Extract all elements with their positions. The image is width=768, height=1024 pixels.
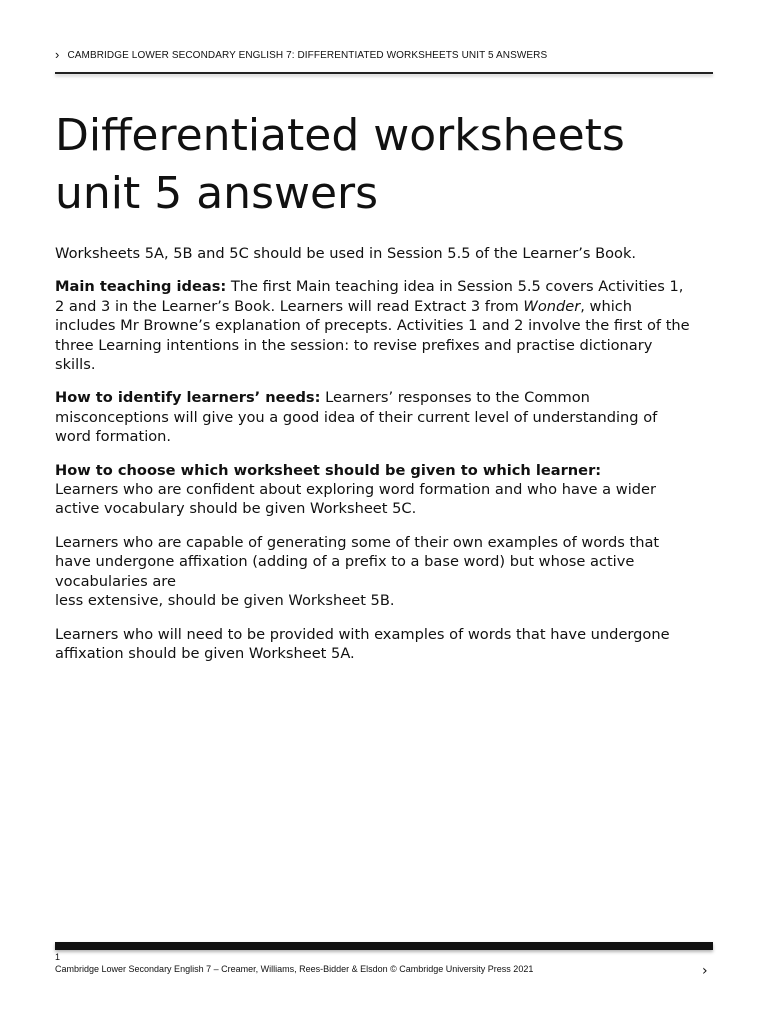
chevron-right-icon: ›	[55, 47, 60, 62]
page-title-line-2: unit 5 answers	[55, 168, 379, 219]
running-header-title: CAMBRIDGE LOWER SECONDARY ENGLISH 7: DIFFERENTIATED WORKSHEETS UNIT 5 ANSWERS	[67, 50, 548, 61]
book-title-wonder: Wonder	[523, 297, 581, 315]
main-teaching-label: Main teaching ideas:	[55, 278, 227, 296]
worksheet-5b-paragraph	[55, 533, 695, 611]
worksheet-5a-paragraph	[55, 625, 695, 664]
running-header	[55, 47, 713, 67]
main-teaching-text-a: The first Main teaching idea in Session 5.5 covers Activities 1, 2 and 3 in the Learner’s Book. Learners will read Extract 3 from	[55, 278, 684, 315]
choose-worksheet-text: Learners who are confident about exploring word formation and who have a wider active vocabulary should be given Worksheet 5C.	[55, 481, 656, 518]
page-number: 1	[55, 952, 61, 962]
identify-needs-paragraph	[55, 388, 695, 446]
worksheet-5a-text-a: Learners who will need to be provided with examples of words that have undergone	[55, 625, 670, 643]
worksheet-5a-text-b: affixation should be given Worksheet 5A.	[55, 644, 355, 662]
header-divider	[55, 72, 713, 74]
choose-worksheet-paragraph	[55, 461, 695, 519]
chevron-right-icon: ›	[702, 963, 708, 979]
page-title	[55, 107, 695, 223]
page-title-line-1: Differentiated worksheets	[55, 110, 625, 161]
identify-needs-label: How to identify learners’ needs:	[55, 389, 321, 407]
footer-credit: Cambridge Lower Secondary English 7 – Creamer, Williams, Rees-Bidder & Elsdon © Cambridge University Press 2021	[55, 964, 534, 974]
main-teaching-text-b: , which includes Mr Browne’s explanation of precepts. Activities 1 and 2 involve the first of the three Learning intentions in the session: to revise prefixes and practise dictionary skills.	[55, 297, 690, 374]
identify-needs-text: Learners’ responses to the Common misconceptions will give you a good idea of their current level of understanding of word formation.	[55, 389, 658, 446]
choose-worksheet-label: How to choose which worksheet should be given to which learner:	[55, 461, 602, 479]
document-body	[55, 244, 695, 677]
intro-paragraph: Worksheets 5A, 5B and 5C should be used in Session 5.5 of the Learner’s Book.	[55, 245, 637, 262]
worksheet-5b-text-a: Learners who are capable of generating some of their own examples of words that have undergone affixation (adding of a prefix to a base word) but whose active vocabularies are	[55, 533, 660, 590]
worksheet-5b-text-b: less extensive, should be given Worksheet 5B.	[55, 592, 395, 610]
footer-divider	[55, 942, 713, 950]
main-teaching-paragraph	[55, 277, 695, 374]
